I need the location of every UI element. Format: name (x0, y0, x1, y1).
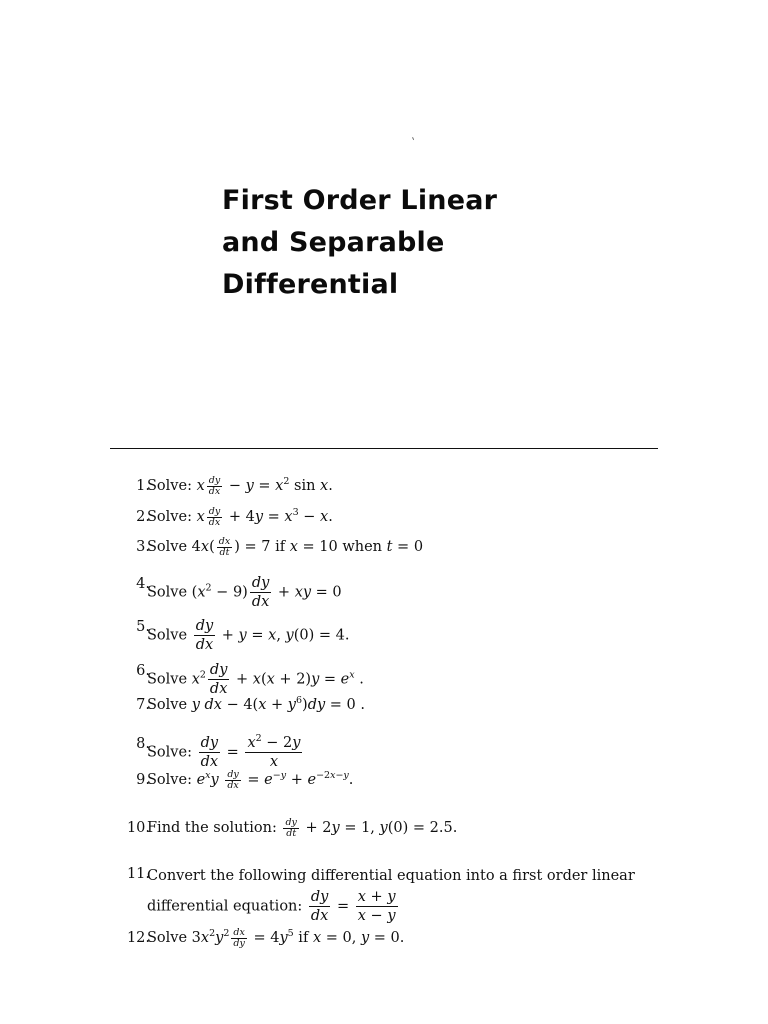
problem-number: 3. (136, 539, 150, 555)
problem-text: Solve: $\frac{dy}{dx}$ = $\frac{x^2 - 2y}{x}$ (147, 733, 301, 770)
title-line-1: First Order Linear (222, 185, 498, 216)
document-title (222, 180, 642, 306)
horizontal-rule (110, 448, 658, 449)
stray-mark: ` (406, 135, 418, 151)
problem-text: Solve y dx − $4(x + y^6)dy = 0$ . (147, 695, 365, 713)
problem-number: 9. (136, 772, 150, 788)
problem-text: Solve: x $\frac{dy}{dx}$ + $4y = x^3 - x$. (147, 506, 333, 528)
problem-number: 2. (136, 509, 150, 525)
problem-number: 1. (136, 478, 150, 494)
problem-text: Solve: $e^xy$ $\frac{dy}{dx}$ = $e^{-y} + e^{-2x-y}$. (147, 769, 354, 791)
problem-text: Solve $\frac{dy}{dx}$ + y = x, y(0) = 4. (147, 618, 350, 653)
problem-number: 4. (136, 576, 150, 592)
problem-text: Solve: x $\frac{dy}{dx}$ − $y = x^2$ sin x. (147, 475, 333, 497)
problem-number: 6. (136, 663, 150, 679)
problem-text: Convert the following differential equation into a first order linear differential equation: $\frac{dy}{dx}$ = $\frac{x + y}{x - y}$ (147, 868, 635, 924)
title-line-3: Differential (222, 269, 399, 300)
problem-number: 5. (136, 619, 150, 635)
problem-text: Solve $x^2$ $\frac{dy}{dx}$ + $x(x + 2)y = e^x$ . (147, 662, 364, 697)
problem-text: Solve 4x( $\frac{dx}{dt}$ ) = 7 if x = 10 when t = 0 (147, 536, 424, 558)
problem-number: 10. (126, 820, 150, 836)
problem-text: Find the solution: $\frac{dy}{dt}$ + 2y = 1, y(0) = 2.5. (147, 817, 458, 839)
problem-text: Solve $3x^2y^2$ $\frac{dx}{dy}$ = $4y^5$ if x = 0, y = 0. (147, 927, 405, 949)
problem-number: 8. (136, 736, 150, 752)
title-line-2: and Separable (222, 227, 445, 258)
problem-number: 12. (126, 930, 150, 946)
problem-number: 11. (126, 866, 150, 882)
problem-number: 7. (136, 697, 150, 713)
problem-text: Solve $(x^2 - 9)$ $\frac{dy}{dx}$ + xy = 0 (147, 575, 342, 610)
